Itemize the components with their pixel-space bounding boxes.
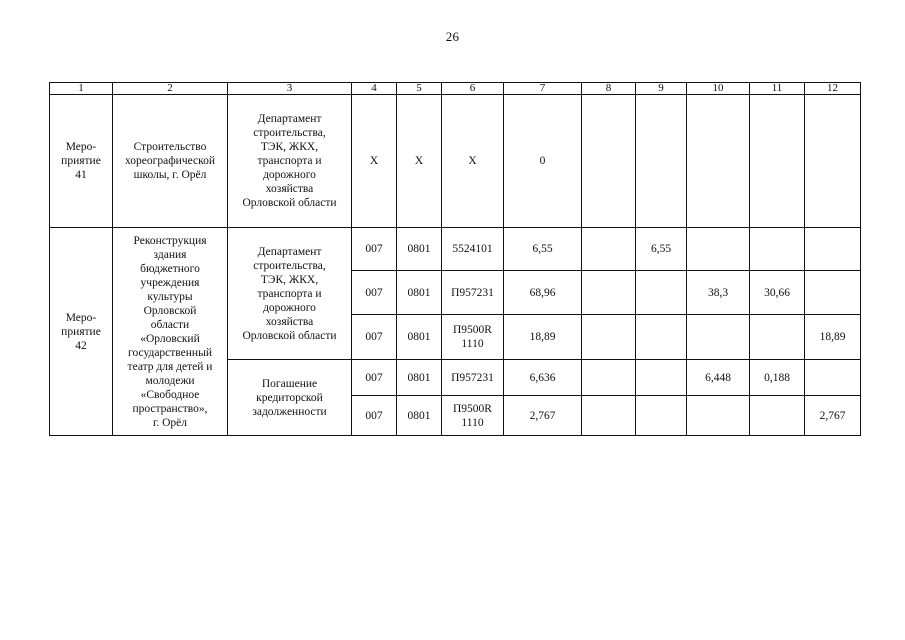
page-number: 26 [445, 29, 460, 44]
table-cell: 68,96 [504, 271, 582, 315]
table-cell [687, 228, 750, 271]
table-cell [636, 396, 687, 436]
table-cell: 5524101 [442, 228, 504, 271]
table-cell: 6,636 [504, 360, 582, 396]
table-cell: 0801 [397, 271, 442, 315]
table-cell: 0801 [397, 360, 442, 396]
table-cell [636, 360, 687, 396]
department-cell: Департамент строительства, ТЭК, ЖКХ, транспорта и дорожного хозяйства Орловской области [228, 228, 352, 360]
header-cell: 9 [636, 83, 687, 95]
table-cell: 18,89 [504, 315, 582, 360]
table-cell [805, 271, 861, 315]
table-cell [687, 315, 750, 360]
table-cell [636, 271, 687, 315]
table-cell: 0801 [397, 228, 442, 271]
header-cell: 2 [113, 83, 228, 95]
table-cell: 007 [352, 360, 397, 396]
table-cell: 0801 [397, 315, 442, 360]
measure-label: Меро- приятие 41 [50, 95, 113, 228]
header-cell: 7 [504, 83, 582, 95]
header-cell: 10 [687, 83, 750, 95]
table-cell: 0 [504, 95, 582, 228]
table-cell: 6,55 [504, 228, 582, 271]
table-cell [805, 228, 861, 271]
header-cell: 3 [228, 83, 352, 95]
table-cell: Х [442, 95, 504, 228]
table-cell: П9500R 1110 [442, 315, 504, 360]
table-cell: 30,66 [750, 271, 805, 315]
department-cell: Погашение кредиторской задолженности [228, 360, 352, 436]
header-cell: 5 [397, 83, 442, 95]
table-cell: 6,55 [636, 228, 687, 271]
table-cell: Х [352, 95, 397, 228]
table-cell [582, 271, 636, 315]
table-cell [750, 95, 805, 228]
table-cell: П957231 [442, 360, 504, 396]
header-row [50, 83, 861, 95]
table-row-measure-42 [50, 228, 861, 271]
measure-label: Меро- приятие 42 [50, 228, 113, 436]
table-row-measure-41 [50, 95, 861, 228]
table-cell [582, 95, 636, 228]
header-cell: 12 [805, 83, 861, 95]
table-cell [750, 396, 805, 436]
table-cell [805, 95, 861, 228]
header-cell: 1 [50, 83, 113, 95]
table-cell: Х [397, 95, 442, 228]
table-cell: 6,448 [687, 360, 750, 396]
table-cell: 007 [352, 315, 397, 360]
table-cell: 007 [352, 396, 397, 436]
department-cell: Департамент строительства, ТЭК, ЖКХ, транспорта и дорожного хозяйства Орловской области [228, 95, 352, 228]
table-cell [687, 95, 750, 228]
table-cell: 38,3 [687, 271, 750, 315]
table-cell [636, 95, 687, 228]
measure-name: Реконструкция здания бюджетного учреждения культуры Орловской области «Орловский государственный театр для детей и молодежи «Свободное пространство», г. Орёл [113, 228, 228, 436]
budget-table [49, 82, 861, 436]
table-cell [582, 228, 636, 271]
measure-name: Строительство хореографической школы, г. Орёл [113, 95, 228, 228]
table-cell [750, 315, 805, 360]
table-cell: 0,188 [750, 360, 805, 396]
table-cell [750, 228, 805, 271]
table-cell [582, 315, 636, 360]
table-cell: 0801 [397, 396, 442, 436]
table-cell: 007 [352, 271, 397, 315]
header-cell: 6 [442, 83, 504, 95]
header-cell: 8 [582, 83, 636, 95]
table-cell [582, 360, 636, 396]
header-cell: 4 [352, 83, 397, 95]
table-cell: П9500R 1110 [442, 396, 504, 436]
table-cell: 2,767 [504, 396, 582, 436]
table-cell: П957231 [442, 271, 504, 315]
header-cell: 11 [750, 83, 805, 95]
table-cell [805, 360, 861, 396]
table-cell [636, 315, 687, 360]
table-cell [687, 396, 750, 436]
table-cell: 007 [352, 228, 397, 271]
table-cell: 18,89 [805, 315, 861, 360]
table-cell [582, 396, 636, 436]
table-cell: 2,767 [805, 396, 861, 436]
